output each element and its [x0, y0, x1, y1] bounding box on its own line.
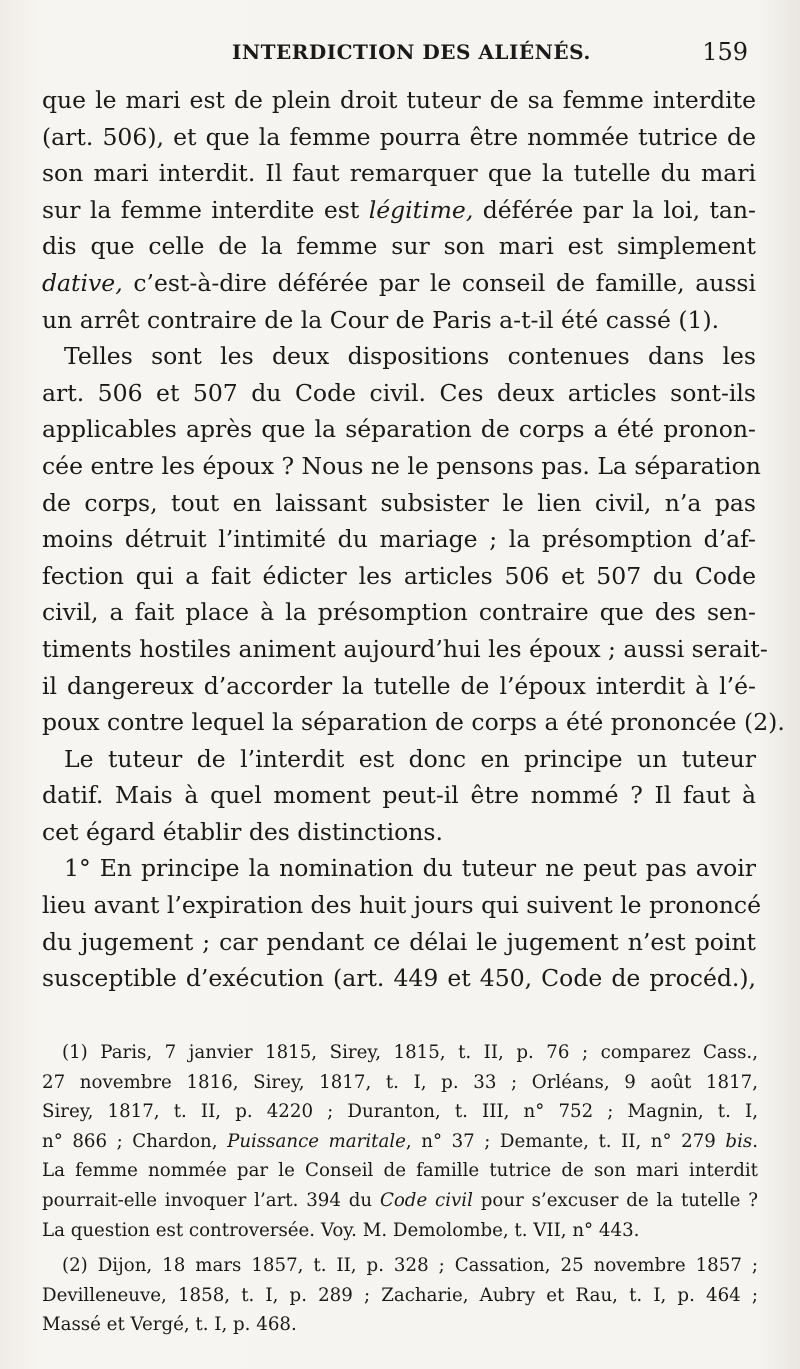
paragraph-2	[42, 338, 785, 741]
text-line: dis que celle de la femme sur son mari est simplement	[42, 232, 756, 261]
paragraph-1	[42, 82, 756, 338]
text-line	[42, 192, 756, 229]
text-line: un arrêt contraire de la Cour de Paris a-t-il été cassé (1).	[42, 305, 720, 334]
text-line: poux contre lequel la séparation de corps a été prononcée (2).	[42, 708, 785, 737]
footnotes	[42, 1038, 758, 1340]
italic-term: dative,	[42, 268, 123, 297]
text-line: 1° En principe la nomination du tuteur ne peut pas avoir	[64, 854, 756, 883]
footnote-line: La femme nommée par le Conseil de famille tutrice de son mari interdit	[42, 1160, 758, 1182]
text-segment: n° 866 ; Chardon,	[42, 1130, 228, 1152]
text-line: susceptible d’exécution (art. 449 et 450, Code de procéd.),	[42, 964, 756, 993]
text-line: moins détruit l’intimité du mariage ; la présomption d’af-	[42, 525, 756, 554]
italic-title: Puissance maritale	[227, 1130, 406, 1152]
footnote-1	[42, 1038, 758, 1245]
text-line: applicables après que la séparation de corps a été pronon-	[42, 415, 756, 444]
running-head	[0, 40, 800, 70]
text-segment: c’est-à-dire déférée par le conseil de famille, aussi	[122, 268, 756, 297]
text-line: Le tuteur de l’interdit est donc en principe un tuteur	[64, 744, 756, 773]
text-line: (art. 506), et que la femme pourra être nommée tutrice de	[42, 122, 756, 151]
footnote-line: Devilleneuve, 1858, t. I, p. 289 ; Zacharie, Aubry et Rau, t. I, p. 464 ;	[42, 1284, 758, 1306]
italic-title: Code civil	[379, 1189, 473, 1211]
text-line: Telles sont les deux dispositions contenues dans les	[64, 342, 756, 371]
footnote-line	[42, 1127, 758, 1157]
footnote-line: (1) Paris, 7 janvier 1815, Sirey, 1815, t. II, p. 76 ; comparez Cass.,	[62, 1042, 758, 1063]
text-line: fection qui a fait édicter les articles 506 et 507 du Code	[42, 561, 756, 590]
footnote-line: La question est controversée. Voy. M. Demolombe, t. VII, n° 443.	[42, 1219, 640, 1241]
paragraph-3	[42, 741, 756, 851]
text-line: cée entre les époux ? Nous ne le pensons pas. La séparation	[42, 451, 761, 480]
text-segment: pour s’excuser de la tutelle ?	[472, 1189, 759, 1211]
text-line: civil, a fait place à la présomption contraire que des sen-	[42, 598, 756, 627]
text-line: lieu avant l’expiration des huit jours qui suivent le prononcé	[42, 891, 761, 920]
text-line: que le mari est de plein droit tuteur de sa femme interdite	[42, 86, 756, 114]
text-segment: sur la femme interdite est	[42, 195, 369, 224]
text-line: du jugement ; car pendant ce délai le jugement n’est point	[42, 927, 756, 956]
text-line: son mari interdit. Il faut remarquer que la tutelle du mari	[42, 159, 756, 188]
footnote-line: 27 novembre 1816, Sirey, 1817, t. I, p. 33 ; Orléans, 9 août 1817,	[42, 1071, 758, 1093]
text-line: art. 506 et 507 du Code civil. Ces deux articles sont-ils	[42, 378, 756, 407]
footnote-line: (2) Dijon, 18 mars 1857, t. II, p. 328 ; Cassation, 25 novembre 1857 ;	[62, 1255, 758, 1277]
footnote-line	[42, 1186, 758, 1216]
text-line: de corps, tout en laissant subsister le lien civil, n’a pas	[42, 488, 756, 517]
footnote-line: Massé et Vergé, t. I, p. 468.	[42, 1314, 297, 1336]
paragraph-4	[42, 850, 761, 996]
main-text	[42, 82, 785, 997]
italic-term: bis	[725, 1130, 753, 1152]
text-segment: pourrait-elle invoquer l’art. 394 du	[42, 1189, 380, 1211]
page-number: 159	[702, 38, 748, 66]
text-line: cet égard établir des distinctions.	[42, 817, 443, 846]
footnote-line: Sirey, 1817, t. II, p. 4220 ; Duranton, t. III, n° 752 ; Magnin, t. I,	[42, 1101, 758, 1123]
footnote-2	[42, 1251, 758, 1340]
running-title: INTERDICTION DES ALIÉNÉS.	[232, 40, 591, 64]
text-segment: déférée par la loi, tan-	[473, 195, 756, 224]
text-line: timents hostiles animent aujourd’hui les époux ; aussi serait-	[42, 634, 768, 663]
text-segment: , n° 37 ; Demante, t. II, n° 279	[405, 1130, 726, 1152]
text-segment: .	[752, 1130, 759, 1152]
italic-term: légitime,	[368, 195, 474, 224]
text-line	[42, 265, 756, 302]
text-line: il dangereux d’accorder la tutelle de l’époux interdit à l’é-	[42, 671, 756, 700]
text-line: datif. Mais à quel moment peut-il être nommé ? Il faut à	[42, 781, 756, 810]
